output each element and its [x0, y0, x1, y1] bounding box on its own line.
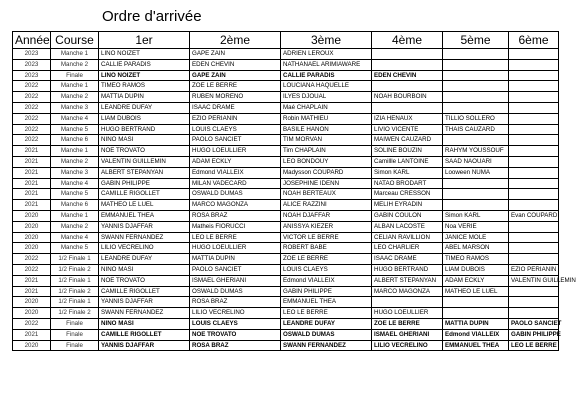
- table-row: [13, 156, 559, 167]
- place-3-cell: BASILE HANON: [281, 124, 372, 135]
- place-2-cell: ROSA BRAZ: [190, 340, 281, 351]
- place-2-cell: LOUIS CLAEYS: [190, 124, 281, 135]
- place-2-cell: ZOE LE BERRE: [190, 81, 281, 92]
- place-5-cell: [443, 135, 509, 146]
- place-4-cell: [372, 59, 443, 70]
- place-2-cell: Edmond VIALLEIX: [190, 167, 281, 178]
- place-4-cell: ALBAN LACOSTE: [372, 221, 443, 232]
- place-6-cell: [509, 146, 559, 157]
- header-2eme: 2ème: [190, 32, 281, 49]
- place-5-cell: [443, 297, 509, 308]
- place-5-cell: [443, 308, 509, 319]
- year-cell: 2022: [13, 113, 51, 124]
- place-3-cell: NOAH BERTEAUX: [281, 189, 372, 200]
- place-2-cell: MARCO MAGONZA: [190, 200, 281, 211]
- place-2-cell: OSWALD DUMAS: [190, 189, 281, 200]
- place-4-cell: GABIN COULON: [372, 210, 443, 221]
- place-4-cell: Simon KARL: [372, 167, 443, 178]
- place-5-cell: [443, 70, 509, 81]
- header-3eme: 3ème: [281, 32, 372, 49]
- place-1-cell: LINO NOIZET: [99, 70, 190, 81]
- header-1er: 1er: [99, 32, 190, 49]
- place-6-cell: [509, 135, 559, 146]
- table-row: [13, 243, 559, 254]
- place-1-cell: GABIN PHILIPPE: [99, 178, 190, 189]
- place-2-cell: RUBEN MORENO: [190, 92, 281, 103]
- place-2-cell: ROSA BRAZ: [190, 297, 281, 308]
- place-4-cell: EDEN CHEVIN: [372, 70, 443, 81]
- place-2-cell: MATTIA DUPIN: [190, 254, 281, 265]
- place-5-cell: Looween NUMA: [443, 167, 509, 178]
- header-course: Course: [51, 32, 99, 49]
- place-2-cell: LILIO VECRELINO: [190, 308, 281, 319]
- place-6-cell: [509, 113, 559, 124]
- place-2-cell: GAPE ZAIN: [190, 70, 281, 81]
- year-cell: 2022: [13, 124, 51, 135]
- place-1-cell: HUGO BERTRAND: [99, 124, 190, 135]
- place-5-cell: [443, 49, 509, 60]
- table-row: [13, 70, 559, 81]
- year-cell: 2021: [13, 189, 51, 200]
- place-2-cell: Matheis FIORUCCI: [190, 221, 281, 232]
- table-row: [13, 297, 559, 308]
- place-1-cell: VALENTIN GUILLEMIN: [99, 156, 190, 167]
- place-4-cell: ISAAC DRAME: [372, 254, 443, 265]
- header-annee: Année: [13, 32, 51, 49]
- course-cell: Manche 4: [51, 232, 99, 243]
- place-4-cell: ALBERT STEPANYAN: [372, 275, 443, 286]
- year-cell: 2022: [13, 254, 51, 265]
- course-cell: Manche 2: [51, 92, 99, 103]
- place-3-cell: NOAH DJAFFAR: [281, 210, 372, 221]
- place-3-cell: LEANDRE DUFAY: [281, 318, 372, 329]
- table-row: [13, 178, 559, 189]
- place-1-cell: YANNIS DJAFFAR: [99, 221, 190, 232]
- place-3-cell: LEO LE BERRE: [281, 308, 372, 319]
- place-6-cell: EZIO PERIANIN: [509, 264, 559, 275]
- place-2-cell: PAOLO SANCIET: [190, 264, 281, 275]
- place-5-cell: ABEL MARSON: [443, 243, 509, 254]
- place-3-cell: ALICE RAZZINI: [281, 200, 372, 211]
- year-cell: 2022: [13, 135, 51, 146]
- year-cell: 2020: [13, 221, 51, 232]
- course-cell: Finale: [51, 340, 99, 351]
- table-row: [13, 59, 559, 70]
- place-4-cell: LIVIO VICENTE: [372, 124, 443, 135]
- table-row: [13, 102, 559, 113]
- course-cell: Finale: [51, 318, 99, 329]
- place-4-cell: [372, 81, 443, 92]
- place-5-cell: RAHYM YOUSSOUF: [443, 146, 509, 157]
- place-2-cell: MILAN VADECARD: [190, 178, 281, 189]
- table-row: [13, 146, 559, 157]
- place-5-cell: [443, 59, 509, 70]
- place-1-cell: CALLIE PARADIS: [99, 59, 190, 70]
- place-6-cell: [509, 156, 559, 167]
- table-row: [13, 318, 559, 329]
- place-5-cell: [443, 178, 509, 189]
- place-2-cell: EDEN CHEVIN: [190, 59, 281, 70]
- year-cell: 2023: [13, 59, 51, 70]
- table-row: [13, 221, 559, 232]
- place-4-cell: HUGO BERTRAND: [372, 264, 443, 275]
- course-cell: Manche 6: [51, 135, 99, 146]
- course-cell: 1/2 Finale 2: [51, 264, 99, 275]
- place-1-cell: YANNIS DJAFFAR: [99, 297, 190, 308]
- place-6-cell: [509, 254, 559, 265]
- table-row: [13, 49, 559, 60]
- course-cell: Manche 1: [51, 49, 99, 60]
- header-6eme: 6ème: [509, 32, 559, 49]
- place-6-cell: Evan COUPARD: [509, 210, 559, 221]
- table-row: [13, 275, 559, 286]
- place-5-cell: JANICE MOLE: [443, 232, 509, 243]
- place-1-cell: NINO MASI: [99, 318, 190, 329]
- table-row: [13, 286, 559, 297]
- place-6-cell: [509, 221, 559, 232]
- place-5-cell: MATHEO LE LUEL: [443, 286, 509, 297]
- place-4-cell: ZOE LE BERRE: [372, 318, 443, 329]
- place-1-cell: LEANDRE DUFAY: [99, 102, 190, 113]
- place-3-cell: Tim CHAPLAIN: [281, 146, 372, 157]
- place-3-cell: Robin MATHIEU: [281, 113, 372, 124]
- year-cell: 2020: [13, 210, 51, 221]
- place-2-cell: LEO LE BERRE: [190, 232, 281, 243]
- place-4-cell: MAIWEN CAUZARD: [372, 135, 443, 146]
- place-5-cell: Edmond VIALLEIX: [443, 329, 509, 340]
- place-1-cell: EMMANUEL THEA: [99, 210, 190, 221]
- course-cell: Manche 1: [51, 146, 99, 157]
- place-1-cell: NOE TROVATO: [99, 146, 190, 157]
- year-cell: 2021: [13, 146, 51, 157]
- year-cell: 2022: [13, 264, 51, 275]
- place-3-cell: Maé CHAPLAIN: [281, 102, 372, 113]
- place-6-cell: [509, 124, 559, 135]
- place-1-cell: YANNIS DJAFFAR: [99, 340, 190, 351]
- place-4-cell: SOLINE BOUZIN: [372, 146, 443, 157]
- place-4-cell: NATAO BRODART: [372, 178, 443, 189]
- table-row: [13, 189, 559, 200]
- place-4-cell: IZIA HENAUX: [372, 113, 443, 124]
- place-1-cell: MATHEO LE LUEL: [99, 200, 190, 211]
- place-2-cell: EZIO PERIANIN: [190, 113, 281, 124]
- page-title: Ordre d'arrivée: [102, 8, 202, 25]
- place-4-cell: [372, 49, 443, 60]
- place-3-cell: ANISSYA KIEZER: [281, 221, 372, 232]
- place-5-cell: LIAM DUBOIS: [443, 264, 509, 275]
- course-cell: Manche 3: [51, 167, 99, 178]
- place-6-cell: [509, 189, 559, 200]
- place-5-cell: Noa VERIE: [443, 221, 509, 232]
- table-row: [13, 135, 559, 146]
- place-3-cell: TIM MORVAN: [281, 135, 372, 146]
- course-cell: Manche 6: [51, 200, 99, 211]
- course-cell: Manche 2: [51, 156, 99, 167]
- year-cell: 2021: [13, 178, 51, 189]
- place-2-cell: PAOLO SANCIET: [190, 135, 281, 146]
- year-cell: 2020: [13, 340, 51, 351]
- place-1-cell: NINO MASI: [99, 264, 190, 275]
- place-6-cell: [509, 59, 559, 70]
- year-cell: 2022: [13, 81, 51, 92]
- table-row: [13, 329, 559, 340]
- place-5-cell: [443, 189, 509, 200]
- place-6-cell: [509, 200, 559, 211]
- year-cell: 2021: [13, 329, 51, 340]
- place-3-cell: ZOE LE BERRE: [281, 254, 372, 265]
- place-6-cell: GABIN PHILIPPE: [509, 329, 559, 340]
- year-cell: 2020: [13, 243, 51, 254]
- place-4-cell: LILIO VECRELINO: [372, 340, 443, 351]
- table-row: [13, 113, 559, 124]
- place-3-cell: LEO BONDOUY: [281, 156, 372, 167]
- place-4-cell: [372, 102, 443, 113]
- header-row: [13, 32, 559, 49]
- place-2-cell: ADAM ECKLY: [190, 156, 281, 167]
- place-4-cell: NOAH BOURBOIN: [372, 92, 443, 103]
- place-3-cell: ROBERT BABE: [281, 243, 372, 254]
- table-row: [13, 200, 559, 211]
- place-4-cell: LEO CHARLIER: [372, 243, 443, 254]
- course-cell: Finale: [51, 70, 99, 81]
- place-6-cell: [509, 70, 559, 81]
- course-cell: 1/2 Finale 1: [51, 254, 99, 265]
- place-6-cell: [509, 286, 559, 297]
- year-cell: 2022: [13, 102, 51, 113]
- year-cell: 2020: [13, 232, 51, 243]
- place-5-cell: SAAD NAOUARI: [443, 156, 509, 167]
- place-6-cell: [509, 167, 559, 178]
- course-cell: Manche 1: [51, 81, 99, 92]
- place-3-cell: VICTOR LE BERRE: [281, 232, 372, 243]
- course-cell: Manche 4: [51, 113, 99, 124]
- year-cell: 2021: [13, 200, 51, 211]
- place-6-cell: PAOLO SANCIET: [509, 318, 559, 329]
- table-row: [13, 308, 559, 319]
- table-body: [13, 49, 576, 351]
- place-3-cell: ILYES DJOUAL: [281, 92, 372, 103]
- course-cell: 1/2 Finale 2: [51, 286, 99, 297]
- place-2-cell: HUGO LOEULLIER: [190, 146, 281, 157]
- table-row: [13, 92, 559, 103]
- place-5-cell: [443, 102, 509, 113]
- place-1-cell: ALBERT STEPANYAN: [99, 167, 190, 178]
- place-1-cell: SWANN FERNANDEZ: [99, 308, 190, 319]
- place-5-cell: MATTIA DUPIN: [443, 318, 509, 329]
- year-cell: 2021: [13, 286, 51, 297]
- place-1-cell: MATTIA DUPIN: [99, 92, 190, 103]
- course-cell: 1/2 Finale 2: [51, 308, 99, 319]
- place-6-cell: [509, 178, 559, 189]
- place-2-cell: HUGO LOEULLIER: [190, 243, 281, 254]
- table-row: [13, 81, 559, 92]
- table-row: [13, 340, 559, 351]
- place-3-cell: LOUCIANA HAQUELLE: [281, 81, 372, 92]
- place-1-cell: LIAM DUBOIS: [99, 113, 190, 124]
- place-2-cell: GAPE ZAIN: [190, 49, 281, 60]
- place-3-cell: ADRIEN LEROUX: [281, 49, 372, 60]
- year-cell: 2021: [13, 167, 51, 178]
- place-4-cell: CELIAN RAVILLION: [372, 232, 443, 243]
- place-1-cell: SWANN FERNANDEZ: [99, 232, 190, 243]
- place-3-cell: Edmond VIALLEIX: [281, 275, 372, 286]
- place-1-cell: LEANDRE DUFAY: [99, 254, 190, 265]
- course-cell: Manche 3: [51, 102, 99, 113]
- place-6-cell: VALENTIN GUILLEMIN: [509, 275, 559, 286]
- place-4-cell: MELIH EYRADIN: [372, 200, 443, 211]
- place-6-cell: [509, 81, 559, 92]
- place-2-cell: OSWALD DUMAS: [190, 286, 281, 297]
- place-5-cell: ADAM ECKLY: [443, 275, 509, 286]
- year-cell: 2023: [13, 70, 51, 81]
- place-1-cell: CAMILLE RIGOLLET: [99, 329, 190, 340]
- table-row: [13, 264, 559, 275]
- course-cell: Manche 5: [51, 243, 99, 254]
- course-cell: Manche 2: [51, 59, 99, 70]
- course-cell: Manche 2: [51, 221, 99, 232]
- year-cell: 2020: [13, 297, 51, 308]
- course-cell: Manche 5: [51, 124, 99, 135]
- place-3-cell: Madysson COUPARD: [281, 167, 372, 178]
- place-1-cell: TIMEO RAMOS: [99, 81, 190, 92]
- place-5-cell: TILLIO SOLLERO: [443, 113, 509, 124]
- place-3-cell: NATHANAEL ARIMIAWARE: [281, 59, 372, 70]
- place-3-cell: SWANN FERNANDEZ: [281, 340, 372, 351]
- year-cell: 2022: [13, 92, 51, 103]
- course-cell: Finale: [51, 329, 99, 340]
- year-cell: 2021: [13, 275, 51, 286]
- place-1-cell: NINO MASI: [99, 135, 190, 146]
- place-6-cell: [509, 92, 559, 103]
- place-6-cell: [509, 49, 559, 60]
- course-cell: 1/2 Finale 1: [51, 297, 99, 308]
- place-4-cell: ISMAEL GHERIANI: [372, 329, 443, 340]
- course-cell: Manche 1: [51, 210, 99, 221]
- place-3-cell: OSWALD DUMAS: [281, 329, 372, 340]
- place-4-cell: HUGO LOEULLIER: [372, 308, 443, 319]
- year-cell: 2023: [13, 49, 51, 60]
- place-1-cell: CAMILLE RIGOLLET: [99, 189, 190, 200]
- place-1-cell: CAMILLE RIGOLLET: [99, 286, 190, 297]
- place-5-cell: EMMANUEL THEA: [443, 340, 509, 351]
- place-3-cell: GABIN PHILIPPE: [281, 286, 372, 297]
- place-2-cell: ISAAC DRAME: [190, 102, 281, 113]
- place-4-cell: MARCO MAGONZA: [372, 286, 443, 297]
- place-5-cell: [443, 92, 509, 103]
- year-cell: 2020: [13, 308, 51, 319]
- place-3-cell: EMMANUEL THEA: [281, 297, 372, 308]
- course-cell: Manche 5: [51, 189, 99, 200]
- place-3-cell: LOUIS CLAEYS: [281, 264, 372, 275]
- place-2-cell: LOUIS CLAEYS: [190, 318, 281, 329]
- course-cell: 1/2 Finale 1: [51, 275, 99, 286]
- table-header: [13, 32, 559, 49]
- place-6-cell: [509, 243, 559, 254]
- table-row: [13, 232, 559, 243]
- place-6-cell: LEO LE BERRE: [509, 340, 559, 351]
- table-row: [13, 124, 559, 135]
- place-6-cell: [509, 102, 559, 113]
- place-6-cell: [509, 232, 559, 243]
- place-6-cell: [509, 297, 559, 308]
- place-3-cell: CALLIE PARADIS: [281, 70, 372, 81]
- place-2-cell: NOE TROVATO: [190, 329, 281, 340]
- header-5eme: 5ème: [443, 32, 509, 49]
- place-6-cell: [509, 308, 559, 319]
- place-3-cell: JOSEPHINE IDENN: [281, 178, 372, 189]
- header-4eme: 4ème: [372, 32, 443, 49]
- place-1-cell: NOE TROVATO: [99, 275, 190, 286]
- results-table: [12, 31, 576, 351]
- place-5-cell: Simon KARL: [443, 210, 509, 221]
- table-row: [13, 254, 559, 265]
- place-2-cell: ISMAEL GHERIANI: [190, 275, 281, 286]
- place-4-cell: [372, 297, 443, 308]
- place-2-cell: ROSA BRAZ: [190, 210, 281, 221]
- place-4-cell: Camillle LANTOINE: [372, 156, 443, 167]
- place-5-cell: THAIS CAUZARD: [443, 124, 509, 135]
- place-5-cell: TIMEO RAMOS: [443, 254, 509, 265]
- place-4-cell: Marceau CRESSON: [372, 189, 443, 200]
- place-1-cell: LILIO VECRELINO: [99, 243, 190, 254]
- place-1-cell: LINO NOIZET: [99, 49, 190, 60]
- year-cell: 2022: [13, 318, 51, 329]
- table-row: [13, 210, 559, 221]
- place-5-cell: [443, 81, 509, 92]
- course-cell: Manche 4: [51, 178, 99, 189]
- year-cell: 2021: [13, 156, 51, 167]
- table-row: [13, 167, 559, 178]
- place-5-cell: [443, 200, 509, 211]
